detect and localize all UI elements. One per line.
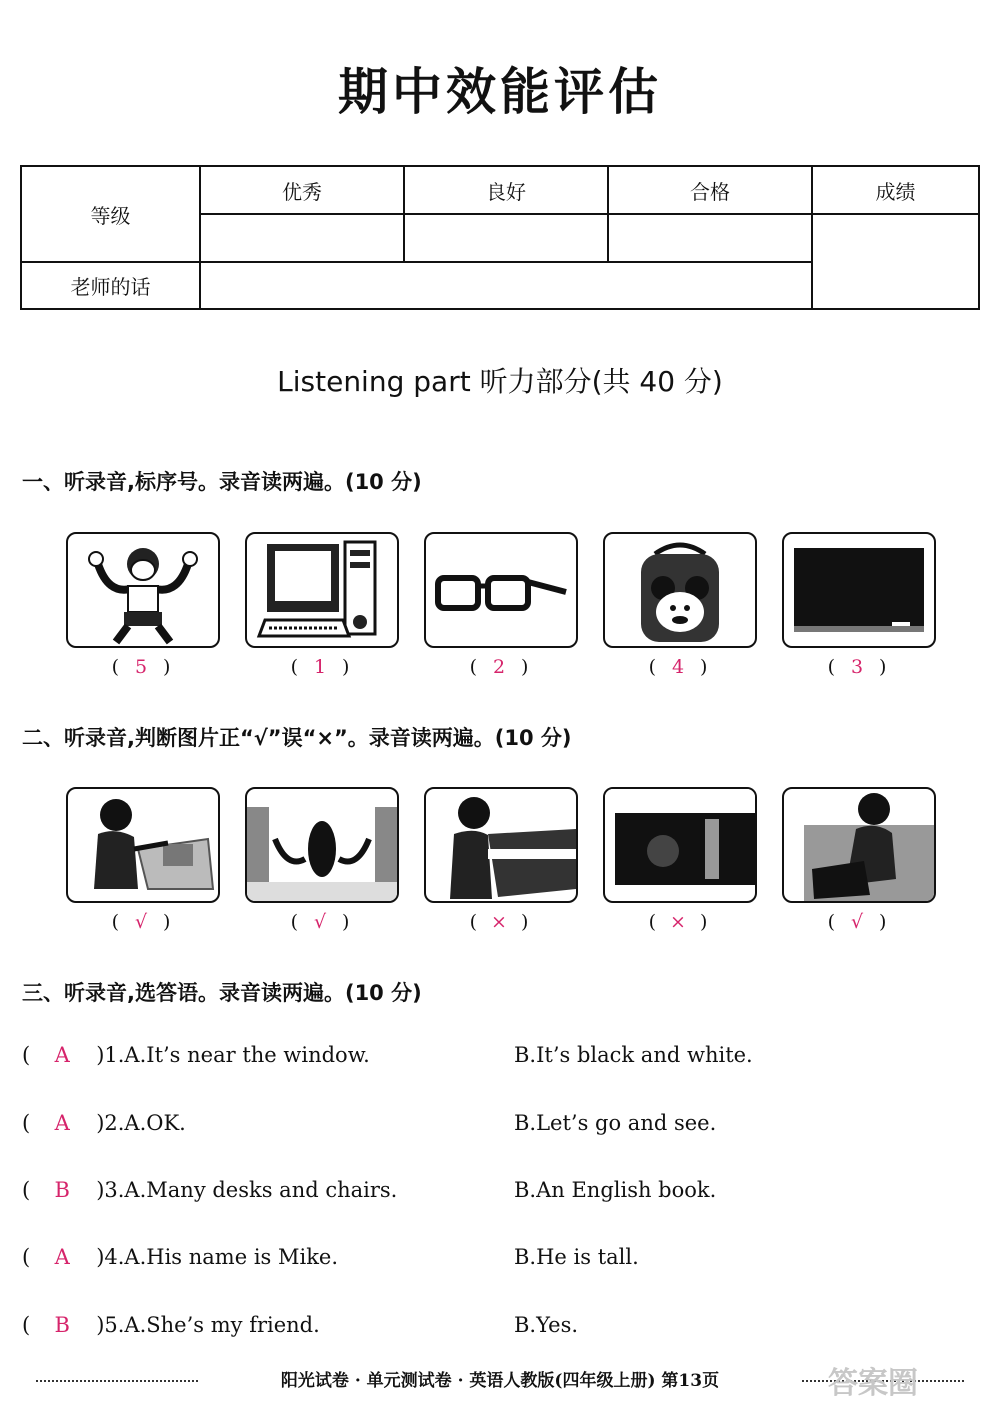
section3-heading: 三、听录音,选答语。录音读两遍。(10 分) <box>22 981 422 1005</box>
answer-paren: ( √ ) <box>290 911 350 933</box>
option-b: B.It’s black and white. <box>514 1043 753 1067</box>
answer-value: × <box>491 911 507 933</box>
answer-value: 4 <box>671 656 685 678</box>
grade-pass-cell[interactable] <box>608 214 812 262</box>
listening-heading: Listening part 听力部分(共 40 分) <box>277 365 723 398</box>
strong-man-icon <box>66 532 220 648</box>
question-5: ( B )5.A.She’s my friend. <box>22 1313 320 1337</box>
answer-value: 3 <box>850 656 864 678</box>
boy-cleaning-desk-icon <box>66 787 220 903</box>
option-b: B.Yes. <box>514 1313 579 1337</box>
answer-paren: ( 1 ) <box>290 656 350 678</box>
answer-value: 1 <box>313 656 327 678</box>
door-opening-icon <box>245 787 399 903</box>
glasses-icon <box>424 532 578 648</box>
answer-value: A <box>54 1245 70 1269</box>
section2-heading: 二、听录音,判断图片正“√”误“×”。录音读两遍。(10 分) <box>22 726 572 750</box>
grade-excellent-cell[interactable] <box>200 214 404 262</box>
answer-paren: ( 2 ) <box>469 656 529 678</box>
option-a: )2.A.OK. <box>96 1111 186 1135</box>
teacher-comment-cell[interactable] <box>200 262 812 309</box>
answer-value: √ <box>850 911 864 933</box>
question-3: ( B )3.A.Many desks and chairs. <box>22 1178 398 1202</box>
answer-value: × <box>670 911 686 933</box>
grade-good-header: 良好 <box>404 166 608 214</box>
option-b: B.An English book. <box>514 1178 717 1202</box>
watermark: 答案圈 <box>828 1366 918 1401</box>
question-2: ( A )2.A.OK. <box>22 1111 186 1135</box>
answer-paren: ( 5 ) <box>111 656 171 678</box>
answer-value: 5 <box>134 656 148 678</box>
blackboard-icon <box>782 532 936 648</box>
answer-value: 2 <box>492 656 506 678</box>
question-1: ( A )1.A.It’s near the window. <box>22 1043 370 1067</box>
girl-with-book-icon <box>782 787 936 903</box>
option-b: B.He is tall. <box>514 1245 639 1269</box>
answer-value: A <box>54 1043 70 1067</box>
schoolbag-icon <box>603 532 757 648</box>
answer-paren: ( × ) <box>469 911 529 933</box>
option-a: )4.A.His name is Mike. <box>96 1245 339 1269</box>
answer-value: B <box>54 1178 70 1202</box>
answer-paren: ( 3 ) <box>827 656 887 678</box>
question-4: ( A )4.A.His name is Mike. <box>22 1245 339 1269</box>
computer-icon <box>245 532 399 648</box>
answer-paren: ( 4 ) <box>648 656 708 678</box>
answer-paren: ( √ ) <box>827 911 887 933</box>
option-a: )5.A.She’s my friend. <box>96 1313 320 1337</box>
grade-label: 等级 <box>21 166 200 262</box>
option-b: B.Let’s go and see. <box>514 1111 717 1135</box>
grade-excellent-header: 优秀 <box>200 166 404 214</box>
section1-heading: 一、听录音,标序号。录音读两遍。(10 分) <box>22 470 422 494</box>
answer-value: B <box>54 1313 70 1337</box>
option-a: )3.A.Many desks and chairs. <box>96 1178 398 1202</box>
answer-value: √ <box>313 911 327 933</box>
answer-paren: ( × ) <box>648 911 708 933</box>
option-a: )1.A.It’s near the window. <box>96 1043 370 1067</box>
grade-pass-header: 合格 <box>608 166 812 214</box>
footer-text: 阳光试卷 · 单元测试卷 · 英语人教版(四年级上册) 第13页 <box>280 1371 720 1391</box>
answer-value: A <box>54 1111 70 1135</box>
grade-good-cell[interactable] <box>404 214 608 262</box>
teacher-comment-label: 老师的话 <box>21 262 200 309</box>
grade-table <box>20 165 980 310</box>
answer-paren: ( √ ) <box>111 911 171 933</box>
girl-at-window-icon <box>603 787 757 903</box>
score-header: 成绩 <box>812 166 979 214</box>
boy-at-piano-icon <box>424 787 578 903</box>
answer-value: √ <box>134 911 148 933</box>
score-cell[interactable] <box>812 214 979 309</box>
page-title: 期中效能评估 <box>338 62 662 121</box>
